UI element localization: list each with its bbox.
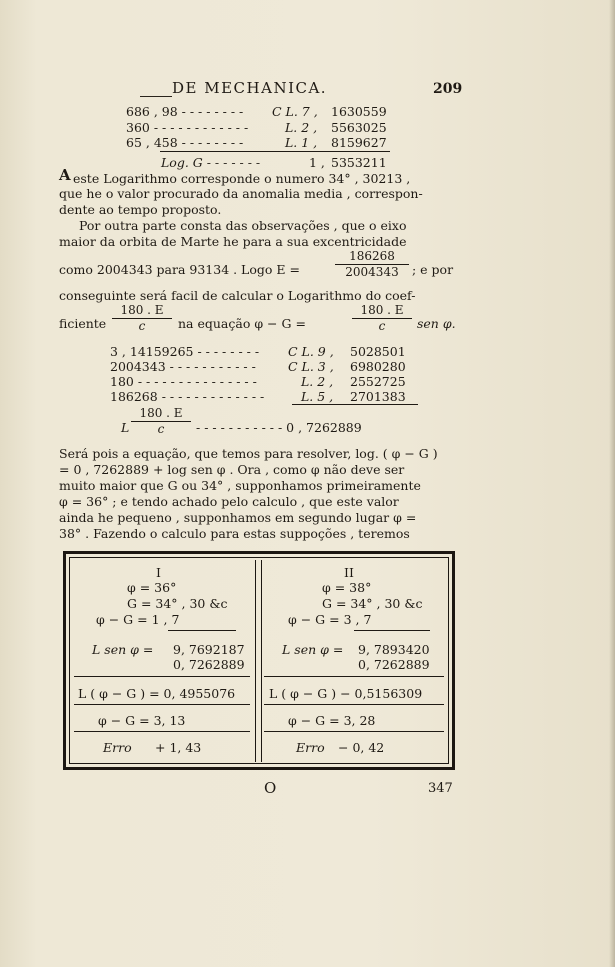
col2-rule <box>264 676 444 677</box>
calc1-row-mid: 1 , <box>309 155 325 170</box>
calc2-row-right: 6980280 <box>350 359 406 374</box>
text-line: sen φ. <box>417 316 456 331</box>
calc1-row-left: Log. G - - - - - - - <box>161 155 261 170</box>
signature-mark: O <box>264 779 277 797</box>
col2-erro-label: Erro <box>296 740 325 755</box>
table-column-divider <box>255 560 262 762</box>
page-edge-shadow <box>609 0 615 967</box>
col1-erro-value: + 1, 43 <box>155 740 202 755</box>
col1-lsen-label: L sen φ = <box>92 642 154 657</box>
text-line: na equação φ − G = <box>178 316 306 331</box>
text-line: Será pois a equação, que temos para resolver, log. ( φ − G ) <box>59 446 438 461</box>
col1-diff: φ − G = 1 , 7 <box>96 612 180 627</box>
fraction-E <box>335 249 409 279</box>
calc2-result-prefix: L <box>121 420 130 435</box>
text-line: φ = 36° ; e tendo achado pelo calculo , que este valor <box>59 494 399 509</box>
col1-rule <box>168 630 236 631</box>
header-rule <box>140 96 172 97</box>
calc1-row-right: 1630559 <box>331 104 387 119</box>
text-line: Por outra parte consta das observações , que o eixo <box>79 218 407 233</box>
calc2-result: - - - - - - - - - - - 0 , 7262889 <box>196 420 362 435</box>
text-line: como 2004343 para 93134 . Logo E = <box>59 262 300 277</box>
fraction-numerator: 180 . E <box>112 303 172 319</box>
fraction-numerator: 180 . E <box>352 303 412 319</box>
calc2-row-left: 186268 - - - - - - - - - - - - - <box>110 389 265 404</box>
col1-diff-2: φ − G = 3, 13 <box>98 713 186 728</box>
calc2-row-mid: C L. 3 , <box>288 359 334 374</box>
page-number: 209 <box>433 81 463 97</box>
col1-l-diff: L ( φ − G ) = 0, 4955076 <box>78 686 236 701</box>
calc2-row-mid: L. 2 , <box>301 374 334 389</box>
fraction-denominator: c <box>138 319 146 333</box>
col1-phi: φ = 36° <box>127 580 177 595</box>
calc2-sum-rule <box>292 404 418 405</box>
fraction-coefficient-2 <box>352 303 412 333</box>
text-line: ficiente <box>59 316 107 331</box>
col1-rule <box>74 704 250 705</box>
text-line: que he o valor procurado da anomalia media , correspon- <box>59 186 423 201</box>
calc2-row-right: 2552725 <box>350 374 406 389</box>
col1-rule <box>74 731 250 732</box>
running-header: DE MECHANICA. <box>172 79 328 97</box>
col2-rule <box>264 731 444 732</box>
calc1-row-mid: C L. 7 , <box>272 104 318 119</box>
text-line: muito maior que G ou 34° , supponhamos primeiramente <box>59 478 421 493</box>
fraction-denominator: 2004343 <box>345 265 399 279</box>
calc2-row-right: 5028501 <box>350 344 406 359</box>
fraction-coefficient-3 <box>131 406 191 436</box>
calc1-row-mid: L. 1 , <box>285 135 318 150</box>
col1-rule <box>74 676 250 677</box>
col2-lsen-label: L sen φ = <box>282 642 344 657</box>
calc2-row-left: 180 - - - - - - - - - - - - - - - <box>110 374 257 389</box>
col2-head: II <box>344 565 354 580</box>
col2-rule <box>354 630 430 631</box>
calc2-row-left: 3 , 14159265 - - - - - - - - <box>110 344 260 359</box>
calc1-row-left: 686 , 98 - - - - - - - - <box>126 104 244 119</box>
text-line: 38° . Fazendo o calculo para estas suppoções , teremos <box>59 526 410 541</box>
text-line: este Logarithmo corresponde o numero 34° , 30213 , <box>73 171 411 186</box>
catchword-number: 347 <box>428 781 453 796</box>
drop-letter: A <box>59 166 71 184</box>
calc1-sum-rule <box>160 151 390 152</box>
col2-diff: φ − G = 3 , 7 <box>288 612 372 627</box>
col1-head: I <box>156 565 161 580</box>
col2-diff-2: φ − G = 3, 28 <box>288 713 376 728</box>
col2-lsen-value-2: 0, 7262889 <box>358 657 430 672</box>
text-line: ainda he pequeno , supponhamos em segundo lugar φ = <box>59 510 417 525</box>
fraction-denominator: c <box>157 422 165 436</box>
col1-lsen-value-2: 0, 7262889 <box>173 657 245 672</box>
text-line: = 0 , 7262889 + log sen φ . Ora , como φ não deve ser <box>59 462 405 477</box>
calc2-row-left: 2004343 - - - - - - - - - - - <box>110 359 256 374</box>
fraction-coefficient <box>112 303 172 333</box>
calc2-row-mid: C L. 9 , <box>288 344 334 359</box>
text-line: dente ao tempo proposto. <box>59 202 222 217</box>
fraction-denominator: c <box>378 319 386 333</box>
fraction-numerator: 186268 <box>335 249 409 265</box>
col2-l-diff: L ( φ − G ) − 0,5156309 <box>269 686 423 701</box>
col1-erro-label: Erro <box>103 740 132 755</box>
calc2-row-mid: L. 5 , <box>301 389 334 404</box>
text-line: conseguinte será facil de calcular o Logarithmo do coef- <box>59 288 416 303</box>
calc2-row-right: 2701383 <box>350 389 406 404</box>
col1-g: G = 34° , 30 &c <box>127 596 228 611</box>
fraction-numerator: 180 . E <box>131 406 191 422</box>
col2-erro-value: − 0, 42 <box>338 740 385 755</box>
col2-g: G = 34° , 30 &c <box>322 596 423 611</box>
col2-lsen-value: 9, 7893420 <box>358 642 430 657</box>
text-line: ; e por <box>412 262 454 277</box>
calc1-row-right: 5563025 <box>331 120 387 135</box>
col2-rule <box>264 704 444 705</box>
calc1-row-mid: L. 2 , <box>285 120 318 135</box>
calc1-row-left: 65 , 458 - - - - - - - - <box>126 135 244 150</box>
calc1-row-left: 360 - - - - - - - - - - - - <box>126 120 249 135</box>
calc1-row-right: 8159627 <box>331 135 387 150</box>
col2-phi: φ = 38° <box>322 580 372 595</box>
text-line: maior da orbita de Marte he para a sua excentricidade <box>59 234 407 249</box>
col1-lsen-value: 9, 7692187 <box>173 642 245 657</box>
calc1-row-right: 5353211 <box>331 155 387 170</box>
